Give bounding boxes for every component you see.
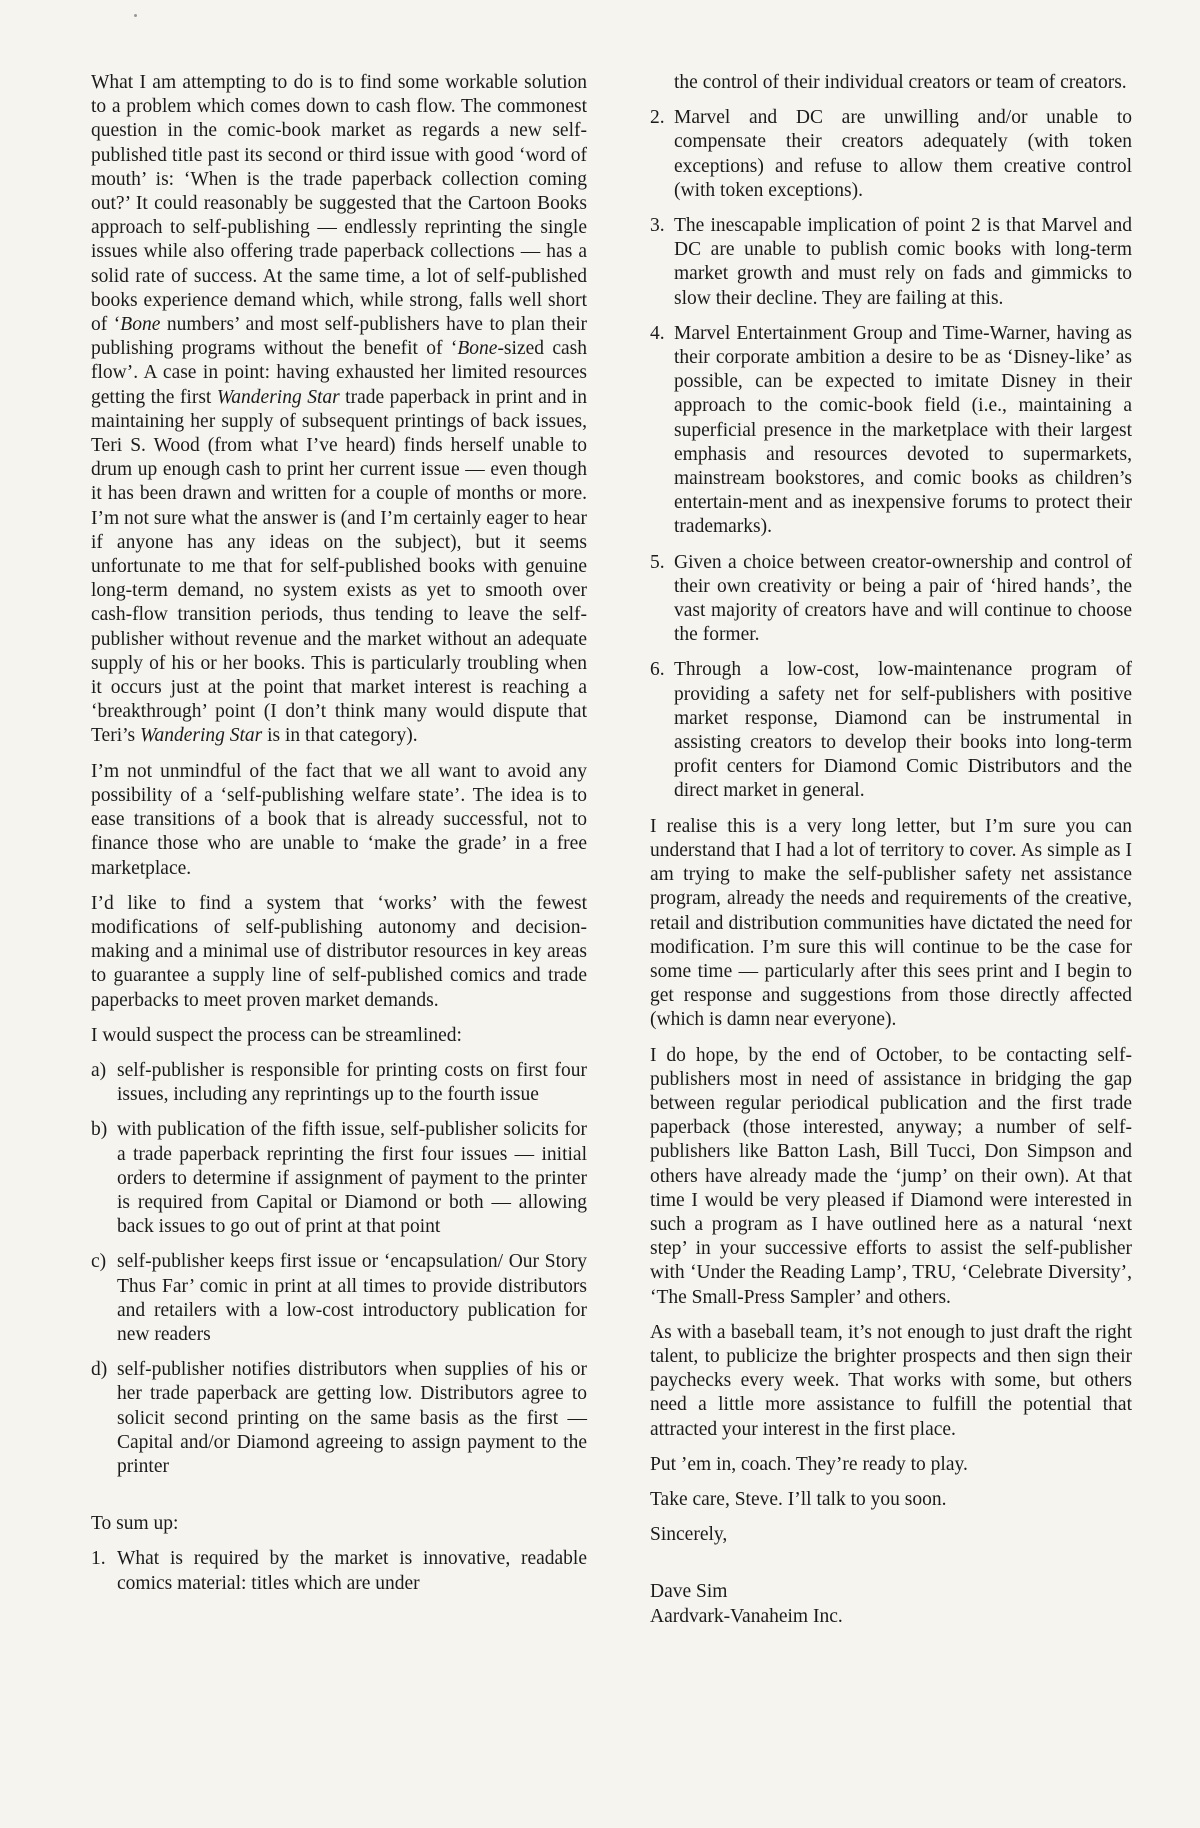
list-item	[91, 1118, 587, 1239]
list-item-text: self-publisher is responsible for printing costs on first four issues, including any reprintings up to the fourth issue	[117, 1059, 587, 1106]
numbered-item-continuation	[650, 71, 1132, 95]
list-item-text: Marvel Entertainment Group and Time-Warner, having as their corporate ambition a desire to be as ‘Disney-like’ as possible, can be expected to imitate Disney in their approach to the comic-book field (i.e., maintaining a superficial presence in the marketplace with their largest emphasis and resources devoted to supermarkets, mainstream bookstores, and comic books as children’s entertain-ment and as inexpensive forums to protect their trademarks).	[674, 322, 1132, 538]
welfare-paragraph: I’m not unmindful of the fact that we all want to avoid any possibility of a ‘self-publishing welfare state’. The idea is to ease transitions of a book that is already successful, not to finance those who are unable to ‘make the grade’ in a free marketplace.	[91, 760, 587, 879]
list-marker: d)	[91, 1359, 108, 1381]
intro-paragraph: What I am attempting to do is to find some workable solution to a problem which comes down to cash flow. The commonest question in the comic-book market as regards a new self-published title past its second or third issue with good ‘word of mouth’ is: ‘When is the trade paperback collection coming out?’ It could reasonably be suggested that the Cartoon Books approach to self-publishing — endlessly reprinting the single issues while also offering trade paperback collections — has a solid rate of success. At the same time, a lot of self-published books experience demand which, while strong, falls well short of ‘Bone numbers’ and most self-publishers have to plan their publishing programs without the benefit of ‘Bone-sized cash flow’. A case in point: having exhausted her limited resources getting the first Wandering Star trade paperback in print and in maintaining her supply of subsequent printings of back issues, Teri S. Wood (from what I’ve heard) finds herself unable to drum up enough cash to print her current issue — even though it has been drawn and written for a couple of months or more. I’m not sure what the answer is (and I’m certainly eager to hear if anyone has any ideas on the subject), but it seems unfortunate to me that for self-published books with genuine long-term demand, no system exists as yet to smooth over cash-flow transition periods, thus tending to leave the self-publisher without revenue and the market without an adequate supply of his or her books. This is particularly troubling when it occurs just at the point that market interest is reaching a ‘breakthrough’ point (I don’t think many would dispute that Teri’s Wandering Star is in that category).	[91, 72, 587, 747]
numbered-item	[91, 1547, 587, 1595]
sum-up-heading: To sum up:	[91, 1513, 179, 1535]
closing-line: Sincerely,	[650, 1524, 728, 1546]
left-column	[91, 71, 587, 1607]
list-item-text: self-publisher notifies distributors when supplies of his or her trade paperback are getting low. Distributors agree to solicit second printing on the same basis as the first — Capital and/or Diamond agreeing to assign payment to the printer	[117, 1359, 587, 1477]
numbered-item	[650, 106, 1132, 203]
title-wandering-star: Wandering Star	[140, 725, 263, 747]
list-item	[91, 1250, 587, 1347]
list-item-text: What is required by the market is innovative, readable comics material: titles which are under	[117, 1548, 587, 1594]
numbered-item	[650, 322, 1132, 540]
title-bone: Bone	[120, 314, 161, 336]
spacer	[650, 1558, 1132, 1580]
numbered-item	[650, 658, 1132, 803]
list-item-text: the control of their individual creators or team of creators.	[674, 72, 1127, 93]
list-item-text: self-publisher keeps first issue or ‘encapsulation/ Our Story Thus Far’ comic in print at all times to provide distributors and retailers with a low-cost introductory publication for new readers	[117, 1251, 587, 1345]
list-marker: c)	[91, 1251, 107, 1273]
list-marker: 5.	[650, 551, 665, 573]
list-marker: 2.	[650, 107, 665, 129]
title-wandering-star: Wandering Star	[216, 386, 340, 408]
coach-line: Put ’em in, coach. They’re ready to play.	[650, 1453, 968, 1475]
baseball-paragraph: As with a baseball team, it’s not enough to just draft the right talent, to publicize the brighter prospects and then sign their paychecks every week. That works with some, but others need a little more assistance to fulfill the potential that attracted your interest in the first place.	[650, 1321, 1132, 1440]
signature-name: Dave Sim	[650, 1581, 728, 1603]
list-item-text: Given a choice between creator-ownership and control of their own creativity or being a pair of ‘hired hands’, the vast majority of creators have and will continue to choose the former.	[674, 551, 1132, 646]
realise-paragraph: I realise this is a very long letter, but I’m sure you can understand that I had a lot of territory to cover. As simple as I am trying to make the self-publisher safety net assistance program, already the needs and requirements of the creative, retail and distribution communities have dictated the need for modification. I’m sure this will continue to be the case for some time — particularly after this sees print and I begin to get response and suggestions from those directly affected (which is damn near everyone).	[650, 815, 1132, 1031]
numbered-item	[650, 214, 1132, 311]
print-speck	[134, 14, 137, 17]
list-marker: 3.	[650, 215, 665, 237]
list-marker: 4.	[650, 322, 665, 344]
hope-paragraph: I do hope, by the end of October, to be contacting self-publishers most in need of assistance in bridging the gap between regular periodical publication and the first trade paperback (those interested, anyway; a number of self-publishers like Batton Lash, Bill Tucci, Don Simpson and others have already made the ‘jump’ on their own). At that time I would be very pleased if Diamond were interested in such a program as I have outlined here as a natural ‘next step’ in your successive efforts to assist the self-publisher with ‘Under the Reading Lamp’, TRU, ‘Celebrate Diversity’, ‘The Small-Press Sampler’ and others.	[650, 1044, 1132, 1308]
signature-block	[650, 1580, 1132, 1628]
list-item-text: with publication of the fifth issue, self-publisher solicits for a trade paperback reprinting the first four issues — initial orders to determine if assignment of payment to the printer is required from Capital or Diamond or both — allowing back issues to go out of print at that point	[117, 1119, 587, 1238]
list-marker: a)	[91, 1059, 107, 1081]
system-paragraph: I’d like to find a system that ‘works’ with the fewest modifications of self-publishing autonomy and decision-making and a minimal use of distributor resources in key areas to guarantee a supply line of self-published comics and trade paperbacks to meet proven market demands.	[91, 892, 587, 1011]
spacer	[91, 1490, 587, 1512]
signature-company: Aardvark-Vanaheim Inc.	[650, 1605, 843, 1627]
list-item	[91, 1358, 587, 1479]
list-item	[91, 1059, 587, 1107]
list-marker: 6.	[650, 659, 665, 681]
list-item-text: Through a low-cost, low-maintenance program of providing a safety net for self-publishers with positive market response, Diamond can be instrumental in assisting creators to develop their books into long-term profit centers for Diamond Comic Distributors and the direct market in general.	[674, 659, 1132, 802]
right-column	[650, 71, 1132, 1629]
numbered-item	[650, 551, 1132, 648]
title-bone: Bone	[457, 338, 498, 360]
list-item-text: The inescapable implication of point 2 is that Marvel and DC are unable to publish comic books with long-term market growth and must rely on fads and gimmicks to slow their decline. They are failing at this.	[674, 215, 1132, 309]
list-marker: 1.	[91, 1548, 106, 1570]
list-item-text: Marvel and DC are unwilling and/or unable to compensate their creators adequately (with token exceptions) and refuse to allow them creative control (with token exceptions).	[674, 107, 1132, 201]
streamline-paragraph: I would suspect the process can be streamlined:	[91, 1024, 462, 1046]
take-care-line: Take care, Steve. I’ll talk to you soon.	[650, 1488, 947, 1510]
list-marker: b)	[91, 1119, 108, 1141]
